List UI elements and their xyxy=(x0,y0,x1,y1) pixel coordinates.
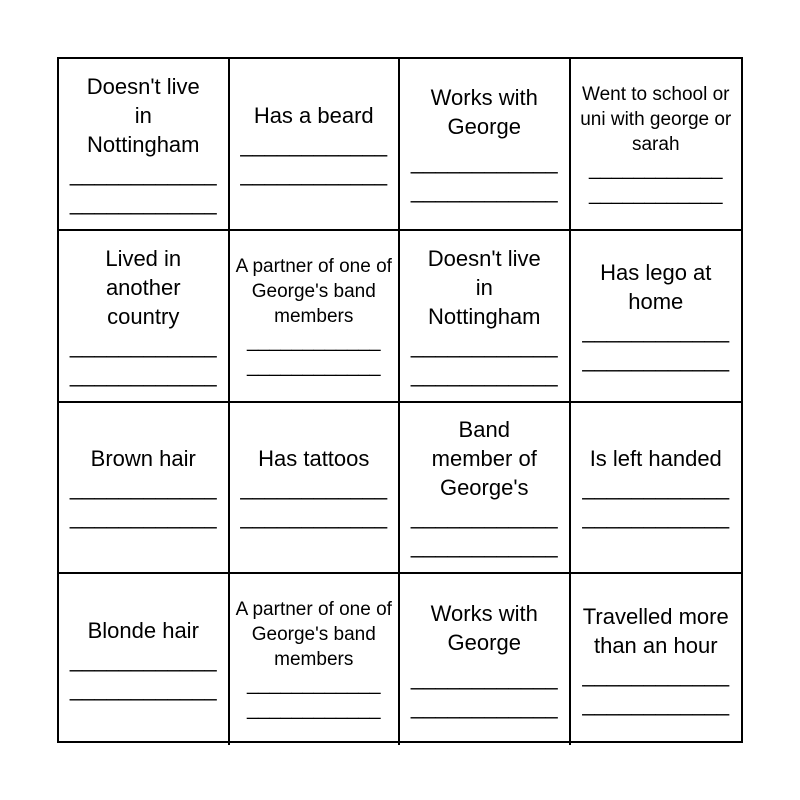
answer-line[interactable]: ____________ xyxy=(69,361,217,387)
bingo-cell[interactable] xyxy=(571,59,742,231)
answer-line[interactable]: ____________ xyxy=(69,676,217,701)
bingo-cell[interactable] xyxy=(571,403,742,574)
cell-label: Went to school or uni with george or sarah xyxy=(580,83,732,155)
cell-label: Travelled more than an hour xyxy=(582,603,729,658)
answer-line[interactable]: ____________ xyxy=(582,475,730,500)
answer-line[interactable]: ____________ xyxy=(247,329,381,352)
answer-line[interactable]: ____________ xyxy=(582,318,730,343)
cell-label: Works with George xyxy=(430,85,538,139)
answer-line[interactable]: ____________ xyxy=(589,157,723,180)
answer-line[interactable]: ____________ xyxy=(240,475,388,500)
bingo-cell[interactable] xyxy=(400,59,571,231)
answer-line[interactable]: ____________ xyxy=(240,504,388,529)
cell-label: Has tattoos xyxy=(258,446,370,471)
cell-label: Is left handed xyxy=(589,446,722,471)
answer-line[interactable]: ____________ xyxy=(410,504,558,529)
bingo-cell[interactable] xyxy=(400,231,571,403)
answer-line[interactable]: ____________ xyxy=(410,361,558,387)
answer-line[interactable]: ____________ xyxy=(69,475,217,500)
answer-line[interactable]: ____________ xyxy=(410,332,558,358)
answer-line[interactable]: ____________ xyxy=(69,189,217,215)
bingo-board xyxy=(57,57,743,743)
bingo-cell[interactable] xyxy=(59,574,230,745)
answer-line[interactable]: ____________ xyxy=(410,533,558,558)
answer-line[interactable]: ____________ xyxy=(410,149,558,174)
bingo-cell[interactable] xyxy=(230,574,401,745)
bingo-cell[interactable] xyxy=(571,231,742,403)
answer-line[interactable]: ____________ xyxy=(247,354,381,377)
answer-line[interactable]: ____________ xyxy=(69,647,217,672)
answer-line[interactable]: ____________ xyxy=(582,504,730,529)
cell-label: Works with George xyxy=(430,600,538,655)
bingo-cell[interactable] xyxy=(230,59,401,231)
answer-line[interactable]: ____________ xyxy=(247,698,381,720)
bingo-cell[interactable] xyxy=(230,231,401,403)
cell-label: Blonde hair xyxy=(87,618,199,643)
answer-line[interactable]: ____________ xyxy=(240,160,388,186)
bingo-cell[interactable] xyxy=(59,59,230,231)
answer-line[interactable]: ____________ xyxy=(589,182,723,205)
cell-label: A partner of one of George's band members xyxy=(235,255,392,327)
cell-label: Doesn't live in Nottingham xyxy=(86,73,200,157)
answer-line[interactable]: ____________ xyxy=(69,160,217,186)
answer-line[interactable]: ____________ xyxy=(410,664,558,690)
bingo-cell[interactable] xyxy=(59,231,230,403)
cell-label: Band member of George's xyxy=(431,417,537,500)
answer-line[interactable]: ____________ xyxy=(410,693,558,719)
answer-line[interactable]: ____________ xyxy=(582,347,730,372)
answer-line[interactable]: ____________ xyxy=(240,131,388,157)
cell-label: Has lego at home xyxy=(600,260,712,314)
bingo-cell[interactable] xyxy=(400,574,571,745)
cell-label: Doesn't live in Nottingham xyxy=(427,245,541,329)
cell-label: Brown hair xyxy=(90,446,196,471)
cell-label: A partner of one of George's band members xyxy=(235,599,392,670)
bingo-cell[interactable] xyxy=(400,403,571,574)
answer-line[interactable]: ____________ xyxy=(410,178,558,203)
answer-line[interactable]: ____________ xyxy=(69,332,217,358)
cell-label: Has a beard xyxy=(253,102,374,128)
answer-line[interactable]: ____________ xyxy=(582,690,730,716)
bingo-cell[interactable] xyxy=(571,574,742,745)
bingo-cell[interactable] xyxy=(59,403,230,574)
answer-line[interactable]: ____________ xyxy=(582,661,730,687)
answer-line[interactable]: ____________ xyxy=(69,504,217,529)
cell-label: Lived in another country xyxy=(105,245,182,329)
bingo-cell[interactable] xyxy=(230,403,401,574)
answer-line[interactable]: ____________ xyxy=(247,673,381,695)
